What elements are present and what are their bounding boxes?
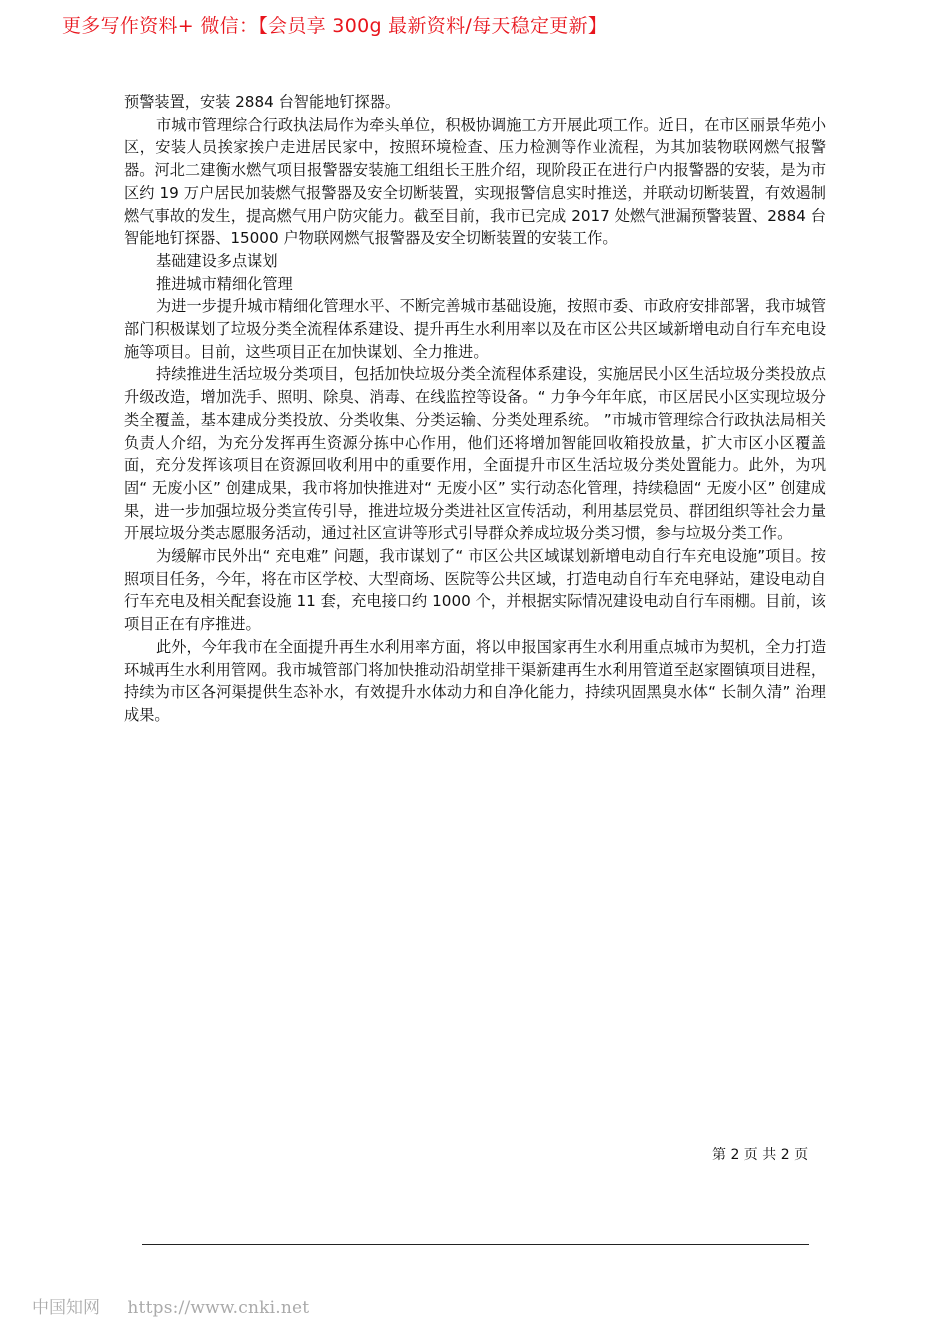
paragraph: 此外，今年我市在全面提升再生水利用率方面，将以申报国家再生水利用重点城市为契机，全力打造环城再生水利用管网。我市城管部门将加快推动沿胡堂排干渠新建再生水利用管道至赵家圈镇项目进程，持续为市区各河渠提供生态补水，有效提升水体动力和自净化能力，持续巩固黑臭水体“ 长制久清” 治理成果。 [124, 637, 826, 724]
paragraph: 为缓解市民外出“ 充电难” 问题，我市谋划了“ 市区公共区域谋划新增电动自行车充电设施”项目。按照项目任务，今年，将在市区学校、大型商场、医院等公共区域，打造电动自行车充电驿站，建设电动自行车充电及相关配套设施 11 套，充电接口约 1000 个，并根据实际情况建设电动自行车雨棚。目前，该项目正在有序推进。 [124, 547, 826, 634]
page-number: 第 2 页 共 2 页 [712, 1147, 809, 1163]
section-subheading: 推进城市精细化管理 [156, 274, 293, 293]
footer-divider [142, 1244, 809, 1245]
paragraph: 为进一步提升城市精细化管理水平、不断完善城市基础设施，按照市委、市政府安排部署，我市城管部门积极谋划了垃圾分类全流程体系建设、提升再生水利用率以及在市区公共区域新增电动自行车充电设施等项目。目前，这些项目正在加快谋划、全力推进。 [124, 297, 826, 361]
watermark-name: 中国知网 [32, 1298, 100, 1318]
paragraph: 市城市管理综合行政执法局作为牵头单位，积极协调施工方开展此项工作。近日，在市区丽景华苑小区，安装人员挨家挨户走进居民家中，按照环境检查、压力检测等作业流程，为其加装物联网燃气报警器。河北二建衡水燃气项目报警器安装施工组组长王胜介绍，现阶段正在进行户内报警器的安装，是为市区约 19 万户居民加装燃气报警器及安全切断装置，实现报警信息实时推送，并联动切断装置，有效遏制燃气事故的发生，提高燃气用户防灾能力。截至目前，我市已完成 2017 处燃气泄漏预警装置、2884 台智能地钉探器、15000 户物联网燃气报警器及安全切断装置的安装工作。 [124, 115, 826, 248]
paragraph-continuation: 预警装置，安装 2884 台智能地钉探器。 [124, 93, 401, 111]
section-heading: 基础建设多点谋划 [156, 251, 278, 270]
paragraph: 持续推进生活垃圾分类项目，包括加快垃圾分类全流程体系建设，实施居民小区生活垃圾分类投放点升级改造，增加洗手、照明、除臭、消毒、在线监控等设备。“ 力争今年年底，市区居民小区实现垃圾分类全覆盖，基本建成分类投放、分类收集、分类运输、分类处理系统。 ”市城市管理综合行政执法局相关负责人介绍，为充分发挥再生资源分拣中心作用，他们还将增加智能回收箱投放量，扩大市区小区覆盖面，充分发挥该项目在资源回收利用中的重要作用，全面提升市区生活垃圾分类处置能力。此外，为巩固“ 无废小区” 创建成果，我市将加快推进对“ 无废小区” 实行动态化管理，持续稳固“ 无废小区” 创建成果，进一步加强垃圾分类宣传引导，推进垃圾分类进社区宣传活动，利用基层党员、群团组织等社会力量开展垃圾分类志愿服务活动，通过社区宣讲等形式引导群众养成垃圾分类习惯，参与垃圾分类工作。 [124, 365, 826, 543]
watermark-url: https://www.cnki.net [127, 1298, 310, 1318]
document-body [124, 91, 826, 727]
cnki-watermark [32, 1293, 309, 1318]
promo-banner: 更多写作资料+ 微信：【会员享 300g 最新资料/每天稳定更新】 [62, 15, 608, 37]
